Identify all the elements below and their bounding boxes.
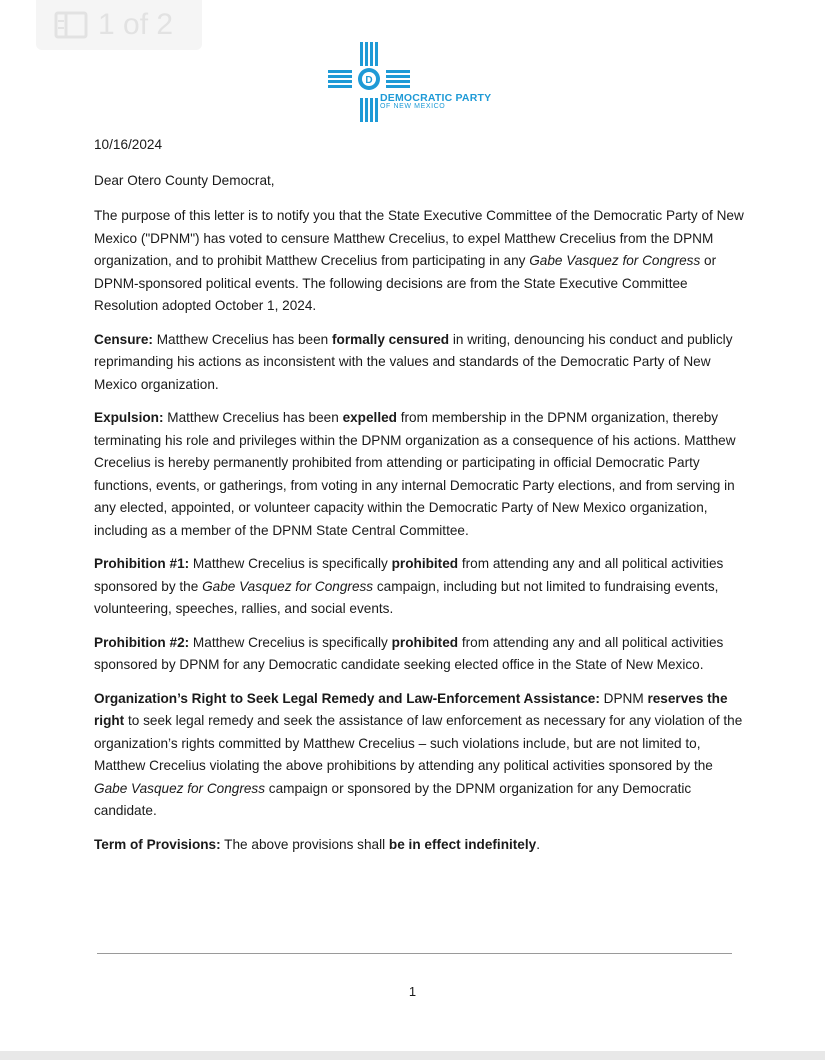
legal-remedy-emphasis: reserves the right [94, 690, 728, 728]
legal-remedy-paragraph [94, 688, 744, 823]
censure-heading: Censure: [94, 331, 153, 347]
letter-body [94, 134, 744, 867]
logo-title: DEMOCRATIC PARTY [380, 92, 492, 104]
prohibition-2-emphasis: prohibited [391, 634, 459, 650]
censure-text-2: in writing, denouncing his conduct and publicly reprimanding his actions as inconsistent with the values and standards of the Democratic Party of New Mexico organization. [94, 331, 733, 392]
prohibition-1-text-1: Matthew Crecelius is specifically [189, 556, 392, 571]
legal-remedy-text-2: to seek legal remedy and seek the assistance of law enforcement as necessary for any violation of the organization’s rights committed by Matthew Crecelius – such violations include, but are not limited to, Matthew Crecelius violating the above prohibitions by attending any political activities sponsored by the [94, 713, 743, 773]
prohibition-1-text-2: from attending any and all political activities sponsored by the [94, 556, 724, 594]
intro-text-1: The purpose of this letter is to notify you that the State Executive Committee of the Democratic Party of New Mexico ("DPNM") has voted to censure Matthew Crecelius, to expel Matthew Crecelius from the DPNM organization, and to prohibit Matthew Crecelius from participating in any [94, 208, 744, 268]
expulsion-text-1: Matthew Crecelius has been [163, 410, 343, 425]
campaign-name: Gabe Vasquez for Congress [529, 253, 701, 268]
footer-divider [97, 953, 732, 954]
prohibition-2-paragraph [94, 632, 744, 677]
logo-subtitle: OF NEW MEXICO [380, 103, 446, 110]
term-paragraph [94, 834, 744, 857]
legal-remedy-text-1: DPNM [599, 690, 648, 706]
prohibition-1-text-3: campaign, including but not limited to fundraising events, volunteering, speeches, rallies, and social events. [94, 578, 719, 616]
prohibition-1-heading: Prohibition #1: [94, 556, 190, 571]
page-thumbnails-icon[interactable] [54, 11, 88, 39]
term-heading: Term of Provisions: [94, 836, 221, 852]
term-text-1: The above provisions shall [220, 836, 389, 852]
prohibition-1-emphasis: prohibited [391, 556, 459, 571]
logo-mark-letter: D [365, 75, 373, 86]
legal-remedy-text-3: campaign or sponsored by the DPNM organization for any Democratic candidate. [94, 780, 692, 818]
legal-remedy-heading: Organization’s Right to Seek Legal Remedy and Law-Enforcement Assistance: [94, 690, 600, 706]
term-emphasis: be in effect indefinitely [388, 836, 537, 852]
intro-paragraph [94, 205, 744, 318]
expulsion-emphasis: expelled [342, 410, 397, 425]
campaign-name: Gabe Vasquez for Congress [94, 780, 266, 796]
letter-date: 10/16/2024 [94, 137, 163, 152]
page-indicator-text: 1 of 2 [98, 8, 174, 41]
expulsion-text-2: from membership in the DPNM organization, thereby terminating his role and privileges within the DPNM organization as a consequence of his actions. Matthew Crecelius is hereby permanently prohibited from attending or participating in official Democratic Party functions, events, or gatherings, from voting in any internal Democratic Party elections, and from serving in any elected, appointed, or volunteer capacity within the Democratic Party of New Mexico organization, including as a member of the DPNM State Central Committee. [94, 410, 736, 538]
prohibition-2-text-1: Matthew Crecelius is specifically [189, 634, 392, 650]
prohibition-1-paragraph [94, 553, 744, 621]
dpnm-zia-logo [328, 42, 508, 122]
prohibition-2-heading: Prohibition #2: [94, 634, 190, 650]
expulsion-paragraph [94, 407, 744, 542]
page-number: 1 [408, 984, 417, 999]
campaign-name: Gabe Vasquez for Congress [202, 578, 374, 594]
censure-paragraph [94, 329, 744, 397]
page-indicator[interactable] [36, 0, 202, 50]
expulsion-heading: Expulsion: [94, 410, 164, 425]
letter-salutation: Dear Otero County Democrat, [94, 172, 275, 188]
censure-emphasis: formally censured [332, 331, 450, 347]
horizontal-scrollbar[interactable] [0, 1051, 825, 1060]
intro-text-2: or DPNM-sponsored political events. The following decisions are from the State Executive Committee Resolution adopted October 1, 2024. [94, 253, 717, 313]
term-text-2: . [536, 836, 540, 852]
censure-text-1: Matthew Crecelius has been [152, 331, 332, 347]
prohibition-2-text-2: from attending any and all political activities sponsored by DPNM for any Democratic candidate seeking elected office in the State of New Mexico. [94, 634, 724, 672]
